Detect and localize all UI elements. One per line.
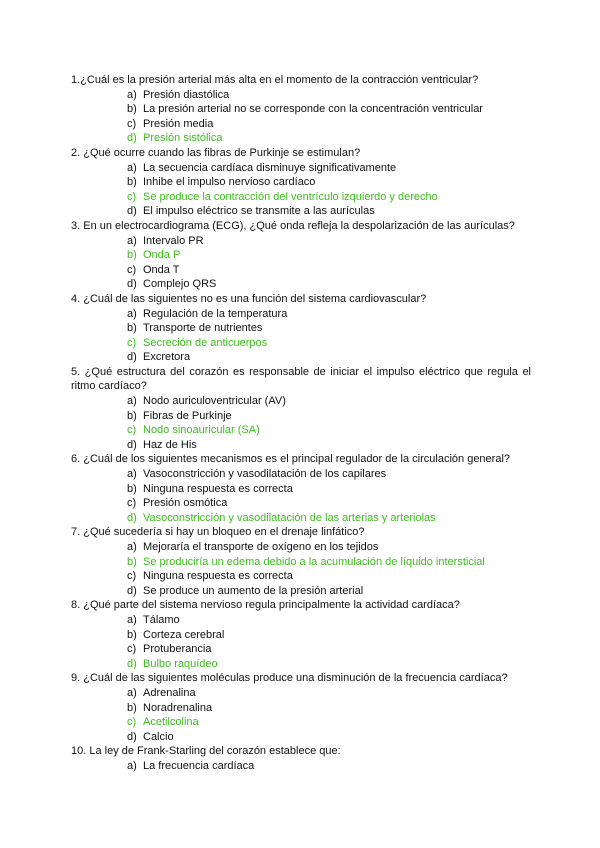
option-letter: a)	[127, 234, 137, 247]
option-letter: d)	[127, 438, 137, 451]
answer-option-correct	[71, 657, 531, 672]
question-block	[71, 219, 531, 292]
option-letter: b)	[127, 409, 137, 422]
question-block	[71, 744, 531, 773]
question-block	[71, 452, 531, 525]
answer-option	[71, 350, 531, 365]
option-text: Bulbo raquídeo	[143, 657, 218, 670]
question-block	[71, 525, 531, 598]
answer-option	[71, 409, 531, 424]
option-text: Se produciría un edema debido a la acumulación de líquido intersticial	[143, 555, 485, 568]
option-letter: c)	[127, 643, 137, 656]
option-text: Vasoconstricción y vasodilatación de los capilares	[143, 468, 387, 481]
option-text: Fibras de Purkinje	[143, 409, 232, 422]
question-text: 3. En un electrocardiograma (ECG), ¿Qué onda refleja la despolarización de las aurículas?	[71, 219, 515, 232]
answer-options	[71, 540, 531, 598]
option-letter: a)	[127, 307, 137, 320]
answer-option	[71, 117, 531, 132]
question-block	[71, 598, 531, 671]
option-text: La presión arterial no se corresponde con la concentración ventricular	[143, 103, 483, 116]
option-text: El impulso eléctrico se transmite a las aurículas	[143, 205, 375, 218]
answer-option	[71, 234, 531, 249]
option-letter: d)	[127, 132, 137, 145]
answer-option	[71, 394, 531, 409]
option-letter: c)	[127, 424, 137, 437]
option-text: Haz de His	[143, 438, 197, 451]
option-text: Intervalo PR	[143, 234, 204, 247]
question-block	[71, 73, 531, 146]
option-letter: a)	[127, 468, 137, 481]
answer-option	[71, 569, 531, 584]
option-letter: d)	[127, 278, 137, 291]
option-letter: c)	[127, 497, 137, 510]
answer-option	[71, 161, 531, 176]
option-text: Ninguna respuesta es correcta	[143, 570, 293, 583]
question-text: 10. La ley de Frank-Starling del corazón establece que:	[71, 745, 341, 758]
option-text: Nodo sinoauricular (SA)	[143, 424, 260, 437]
option-text: Tálamo	[143, 613, 180, 626]
option-letter: c)	[127, 117, 137, 130]
answer-option	[71, 88, 531, 103]
option-text: Ninguna respuesta es correcta	[143, 482, 293, 495]
option-text: Nodo auriculoventricular (AV)	[143, 395, 286, 408]
option-letter: b)	[127, 249, 137, 262]
answer-option	[71, 540, 531, 555]
option-text: Mejoraría el transporte de oxígeno en los tejidos	[143, 541, 379, 553]
answer-options	[71, 161, 531, 219]
answer-option	[71, 642, 531, 657]
option-letter: b)	[127, 482, 137, 495]
option-letter: d)	[127, 657, 137, 670]
answer-option	[71, 175, 531, 190]
question-block	[71, 671, 531, 744]
option-text: Presión sistólica	[143, 132, 223, 145]
answer-option	[71, 730, 531, 745]
answer-option	[71, 701, 531, 716]
answer-option	[71, 686, 531, 701]
option-letter: d)	[127, 584, 137, 597]
option-text: Corteza cerebral	[143, 628, 225, 641]
option-letter: c)	[127, 336, 137, 349]
option-letter: d)	[127, 351, 137, 364]
answer-options	[71, 613, 531, 671]
option-text: Presión diastólica	[143, 88, 230, 101]
answer-options	[71, 234, 531, 292]
option-text: La frecuencia cardíaca	[143, 759, 255, 772]
option-letter: b)	[127, 322, 137, 335]
question-block	[71, 365, 531, 453]
answer-option	[71, 277, 531, 292]
option-letter: d)	[127, 205, 137, 218]
option-text: La secuencia cardíaca disminuye significativamente	[143, 161, 397, 174]
option-letter: d)	[127, 511, 137, 524]
answer-option	[71, 482, 531, 497]
option-letter: b)	[127, 555, 137, 568]
option-text: Inhibe el impulso nervioso cardíaco	[143, 176, 316, 189]
answer-option	[71, 307, 531, 322]
answer-option	[71, 102, 531, 117]
answer-option-correct	[71, 336, 531, 351]
question-text: 8. ¿Qué parte del sistema nervioso regula principalmente la actividad cardíaca?	[71, 599, 460, 612]
question-block	[71, 146, 531, 219]
question-text: 5. ¿Qué estructura del corazón es responsable de iniciar el impulso eléctrico que regula el ritmo cardíaco?	[71, 365, 531, 393]
answer-option-correct	[71, 131, 531, 146]
option-text: Acetilcolina	[143, 716, 199, 729]
answer-option	[71, 321, 531, 336]
option-letter: a)	[127, 88, 137, 101]
option-letter: c)	[127, 570, 137, 583]
option-text: Noradrenalina	[143, 701, 213, 714]
answer-options	[71, 307, 531, 365]
answer-option	[71, 438, 531, 453]
answer-option	[71, 204, 531, 219]
answer-option	[71, 496, 531, 511]
question-text: 9. ¿Cuál de las siguientes moléculas produce una disminución de la frecuencia cardíaca?	[71, 672, 508, 685]
option-text: Onda T	[143, 263, 180, 276]
answer-option-correct	[71, 190, 531, 205]
answer-option	[71, 584, 531, 599]
answer-option	[71, 613, 531, 628]
option-letter: a)	[127, 541, 137, 553]
option-text: Se produce un aumento de la presión arterial	[143, 584, 364, 597]
option-text: Vasoconstricción y vasodilatación de las arterias y arteriolas	[143, 511, 436, 524]
option-text: Adrenalina	[143, 686, 196, 699]
option-letter: b)	[127, 176, 137, 189]
question-text: 7. ¿Qué sucedería si hay un bloqueo en el drenaje linfático?	[71, 526, 365, 539]
answer-option	[71, 628, 531, 643]
answer-option	[71, 467, 531, 482]
question-text: 2. ¿Qué ocurre cuando las fibras de Purkinje se estimulan?	[71, 146, 361, 159]
answer-option	[71, 263, 531, 278]
question-text: 4. ¿Cuál de las siguientes no es una función del sistema cardiovascular?	[71, 292, 427, 305]
option-text: Se produce la contracción del ventrículo izquierdo y derecho	[143, 190, 438, 203]
answer-options	[71, 686, 531, 744]
option-letter: c)	[127, 263, 137, 276]
option-letter: a)	[127, 161, 137, 174]
answer-option-correct	[71, 715, 531, 730]
question-text: 6. ¿Cuál de los siguientes mecanismos es el principal regulador de la circulación general?	[71, 453, 511, 466]
answer-options	[71, 467, 531, 525]
option-letter: b)	[127, 628, 137, 641]
option-letter: b)	[127, 701, 137, 714]
answer-options	[71, 88, 531, 146]
answer-option-correct	[71, 511, 531, 526]
answer-options	[71, 759, 531, 774]
option-letter: a)	[127, 613, 137, 626]
option-text: Onda P	[143, 249, 181, 262]
option-text: Regulación de la temperatura	[143, 307, 288, 320]
answer-option	[71, 759, 531, 774]
question-block	[71, 292, 531, 365]
question-text: 1.¿Cuál es la presión arterial más alta en el momento de la contracción ventricular?	[71, 74, 479, 86]
answer-option-correct	[71, 555, 531, 570]
option-letter: a)	[127, 759, 137, 772]
answer-options	[71, 394, 531, 452]
option-text: Excretora	[143, 351, 191, 364]
option-letter: d)	[127, 730, 137, 743]
option-letter: a)	[127, 395, 137, 408]
option-text: Presión osmótica	[143, 497, 228, 510]
option-text: Calcio	[143, 730, 174, 743]
option-letter: b)	[127, 103, 137, 116]
option-text: Complejo QRS	[143, 278, 217, 291]
option-text: Secreción de anticuerpos	[143, 336, 268, 349]
option-letter: a)	[127, 686, 137, 699]
quiz-content	[71, 73, 531, 774]
option-letter: c)	[127, 190, 137, 203]
answer-option-correct	[71, 248, 531, 263]
option-text: Protuberancia	[143, 643, 212, 656]
answer-option-correct	[71, 423, 531, 438]
option-letter: c)	[127, 716, 137, 729]
option-text: Transporte de nutrientes	[143, 322, 263, 335]
option-text: Presión media	[143, 117, 214, 130]
